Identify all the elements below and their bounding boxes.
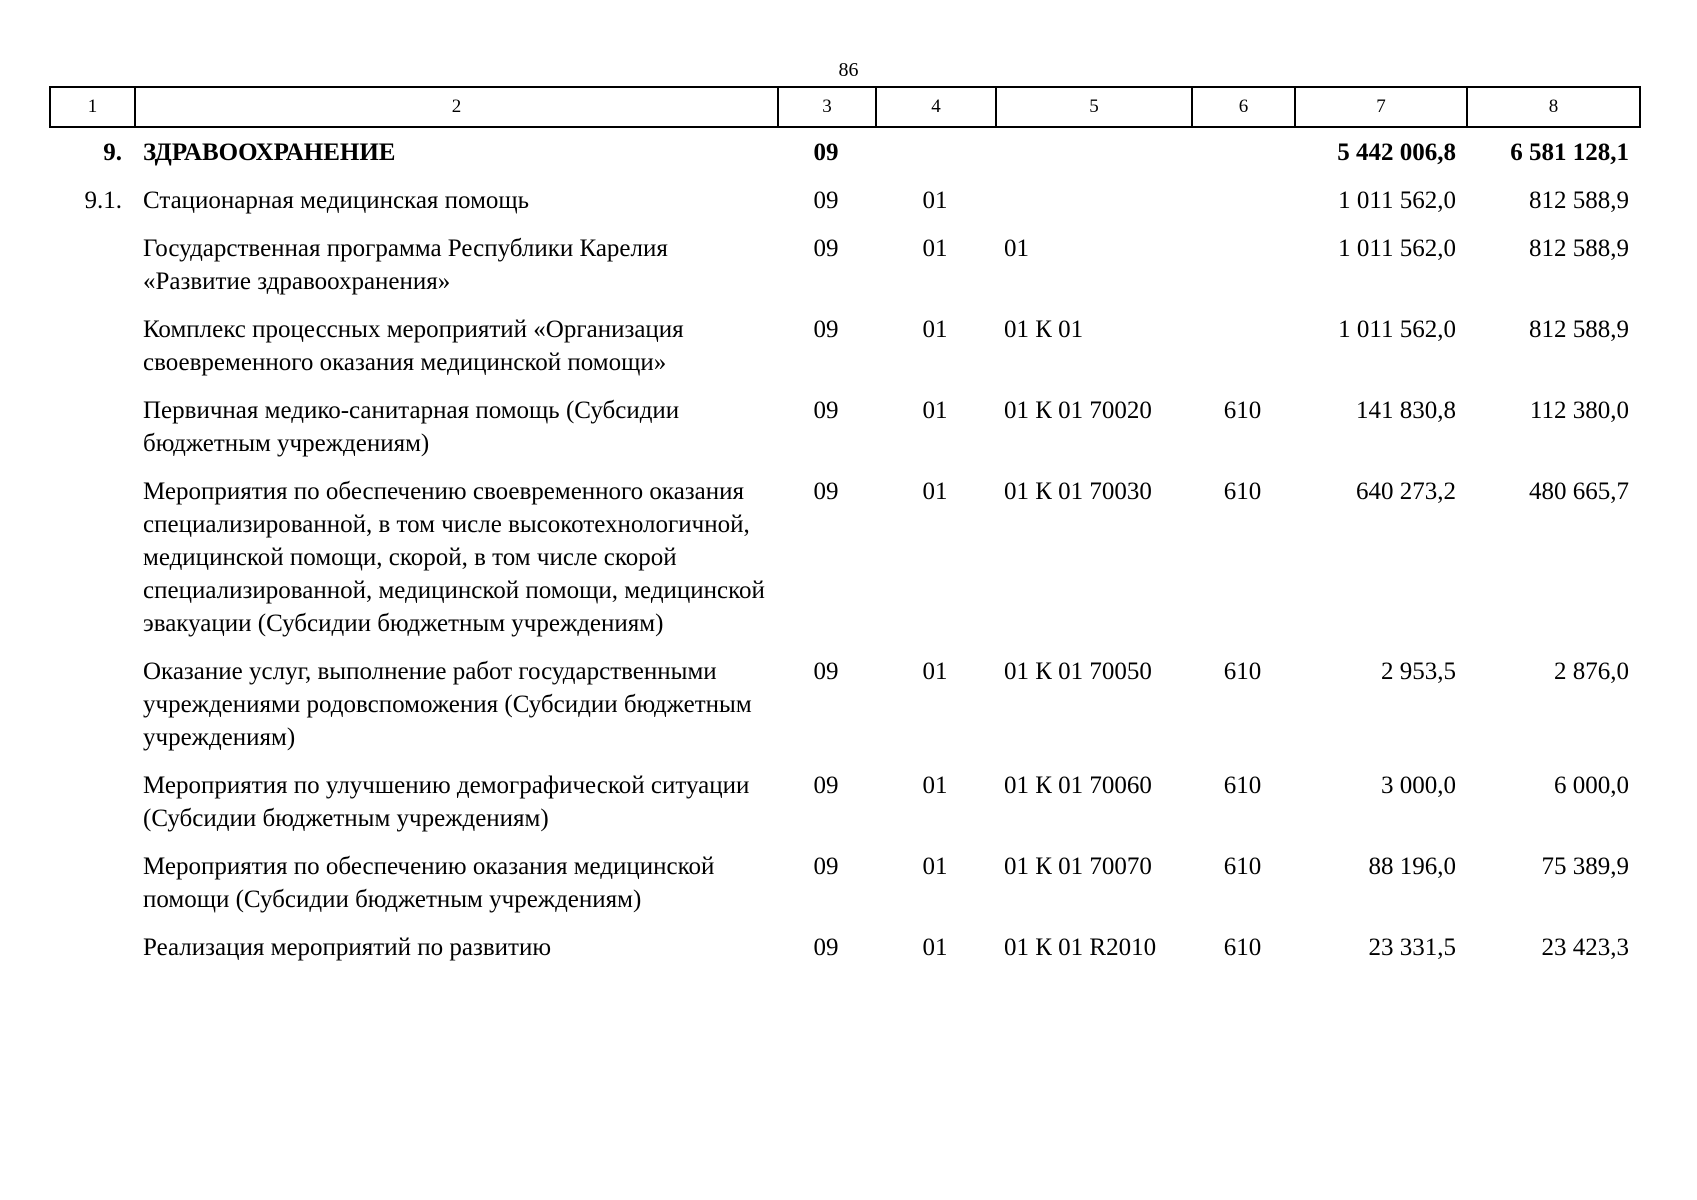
row-name: Мероприятия по обеспечению оказания медицинской помощи (Субсидии бюджетным учреждениям) — [143, 853, 715, 913]
row-name: Мероприятия по улучшению демографической ситуации (Субсидии бюджетным учреждениям) — [143, 772, 750, 832]
table-row — [49, 184, 1639, 217]
page-number: 86 — [838, 59, 859, 81]
budget-table — [49, 128, 1639, 979]
table-row — [49, 128, 1639, 169]
table-row — [49, 850, 1639, 916]
expense-type-code — [1191, 232, 1294, 298]
amount-year-1: 1 011 562,0 — [1338, 235, 1456, 262]
row-spacer — [49, 916, 1639, 931]
section-code: 09 — [813, 397, 839, 424]
subsection-code: 01 — [922, 772, 948, 799]
row-number — [49, 655, 134, 754]
row-spacer — [49, 460, 1639, 475]
table-row — [49, 232, 1639, 298]
header-col-7: 7 — [1295, 87, 1467, 127]
target-article-code — [995, 128, 1191, 169]
subsection-code: 01 — [922, 235, 948, 262]
amount-year-1: 141 830,8 — [1356, 397, 1456, 424]
header-col-1: 1 — [50, 87, 135, 127]
row-spacer — [49, 964, 1639, 979]
row-spacer — [49, 298, 1639, 313]
amount-year-1: 5 442 006,8 — [1337, 139, 1456, 166]
header-row — [50, 87, 1640, 127]
row-name: Первичная медико-санитарная помощь (Субсидии бюджетным учреждениям) — [143, 397, 680, 457]
column-number-header — [49, 86, 1641, 128]
section-code: 09 — [813, 934, 839, 961]
expense-type-code — [1191, 184, 1294, 217]
expense-type-code: 610 — [1223, 478, 1262, 505]
section-code: 09 — [813, 478, 839, 505]
amount-year-1: 23 331,5 — [1368, 934, 1456, 961]
row-number — [49, 394, 134, 460]
expense-type-code: 610 — [1223, 934, 1262, 961]
section-code: 09 — [813, 658, 839, 685]
subsection-code: 01 — [922, 478, 948, 505]
target-article-code: 01 К 01 70050 — [1004, 658, 1152, 685]
subsection-code — [875, 128, 995, 169]
target-article-code — [995, 184, 1191, 217]
section-code: 09 — [813, 235, 839, 262]
section-code: 09 — [813, 316, 839, 343]
amount-year-2: 112 380,0 — [1529, 397, 1629, 424]
row-spacer-cell — [49, 640, 1639, 655]
row-spacer-cell — [49, 169, 1639, 184]
amount-year-2: 812 588,9 — [1529, 187, 1629, 214]
row-spacer — [49, 379, 1639, 394]
row-name: Комплекс процессных мероприятий «Организация своевременного оказания медицинской помощи» — [143, 316, 684, 376]
target-article-code: 01 — [1004, 235, 1029, 262]
amount-year-2: 2 876,0 — [1554, 658, 1629, 685]
row-name: Государственная программа Республики Карелия «Развитие здравоохранения» — [143, 235, 668, 295]
row-spacer-cell — [49, 460, 1639, 475]
row-number — [49, 475, 134, 640]
subsection-code: 01 — [922, 658, 948, 685]
expense-type-code — [1191, 128, 1294, 169]
row-spacer — [49, 835, 1639, 850]
expense-type-code: 610 — [1223, 772, 1262, 799]
amount-year-1: 1 011 562,0 — [1338, 316, 1456, 343]
row-spacer-cell — [49, 217, 1639, 232]
row-name: Стационарная медицинская помощь — [143, 187, 530, 214]
subsection-code: 01 — [922, 934, 948, 961]
table-row — [49, 394, 1639, 460]
subsection-code: 01 — [922, 316, 948, 343]
target-article-code: 01 К 01 70020 — [1004, 397, 1152, 424]
row-spacer — [49, 169, 1639, 184]
row-number: 9. — [103, 139, 122, 166]
row-spacer-cell — [49, 379, 1639, 394]
row-spacer — [49, 217, 1639, 232]
row-name: Реализация мероприятий по развитию — [143, 934, 551, 961]
target-article-code: 01 К 01 70030 — [1004, 478, 1152, 505]
amount-year-2: 23 423,3 — [1541, 934, 1629, 961]
table-row — [49, 475, 1639, 640]
section-code: 09 — [813, 187, 839, 214]
row-number — [49, 232, 134, 298]
row-spacer-cell — [49, 754, 1639, 769]
header-col-5: 5 — [996, 87, 1192, 127]
expense-type-code: 610 — [1223, 853, 1262, 880]
row-number — [49, 313, 134, 379]
amount-year-1: 2 953,5 — [1381, 658, 1456, 685]
amount-year-2: 75 389,9 — [1541, 853, 1629, 880]
subsection-code: 01 — [922, 853, 948, 880]
table-row — [49, 931, 1639, 964]
amount-year-2: 812 588,9 — [1529, 235, 1629, 262]
amount-year-2: 6 000,0 — [1554, 772, 1629, 799]
row-spacer-cell — [49, 916, 1639, 931]
table-row — [49, 655, 1639, 754]
header-col-4: 4 — [876, 87, 996, 127]
amount-year-1: 3 000,0 — [1381, 772, 1456, 799]
section-code: 09 — [813, 772, 839, 799]
expense-type-code: 610 — [1223, 397, 1262, 424]
amount-year-2: 480 665,7 — [1529, 478, 1629, 505]
expense-type-code — [1191, 313, 1294, 379]
amount-year-2: 812 588,9 — [1529, 316, 1629, 343]
header-col-8: 8 — [1467, 87, 1640, 127]
table-body — [49, 128, 1639, 979]
row-number — [49, 769, 134, 835]
subsection-code: 01 — [922, 187, 948, 214]
row-spacer-cell — [49, 964, 1639, 979]
table-row — [49, 313, 1639, 379]
row-number — [49, 931, 134, 964]
subsection-code: 01 — [922, 397, 948, 424]
section-code: 09 — [813, 139, 839, 166]
row-spacer — [49, 754, 1639, 769]
expense-type-code: 610 — [1223, 658, 1262, 685]
row-spacer — [49, 640, 1639, 655]
row-name: ЗДРАВООХРАНЕНИЕ — [143, 139, 396, 166]
row-name: Оказание услуг, выполнение работ государственными учреждениями родовспоможения (Субсидии бюджетным учреждениям) — [143, 658, 752, 751]
row-number — [49, 850, 134, 916]
amount-year-2: 6 581 128,1 — [1510, 139, 1629, 166]
row-number: 9.1. — [84, 187, 122, 214]
target-article-code: 01 К 01 70060 — [1004, 772, 1152, 799]
target-article-code: 01 К 01 70070 — [1004, 853, 1152, 880]
table-row — [49, 769, 1639, 835]
header-col-3: 3 — [778, 87, 876, 127]
target-article-code: 01 К 01 R2010 — [1004, 934, 1157, 961]
amount-year-1: 1 011 562,0 — [1338, 187, 1456, 214]
row-spacer-cell — [49, 298, 1639, 313]
header-col-2: 2 — [135, 87, 778, 127]
row-name: Мероприятия по обеспечению своевременного оказания специализированной, в том числе высокотехнологичной, медицинской помощи, скорой, в том числе скорой специализированной, медицинской помощи, медицинской эвакуации (Субсидии бюджетным учреждениям) — [143, 478, 765, 637]
header-col-6: 6 — [1192, 87, 1295, 127]
target-article-code: 01 К 01 — [1004, 316, 1084, 343]
section-code: 09 — [813, 853, 839, 880]
row-spacer-cell — [49, 835, 1639, 850]
amount-year-1: 88 196,0 — [1368, 853, 1456, 880]
amount-year-1: 640 273,2 — [1356, 478, 1456, 505]
